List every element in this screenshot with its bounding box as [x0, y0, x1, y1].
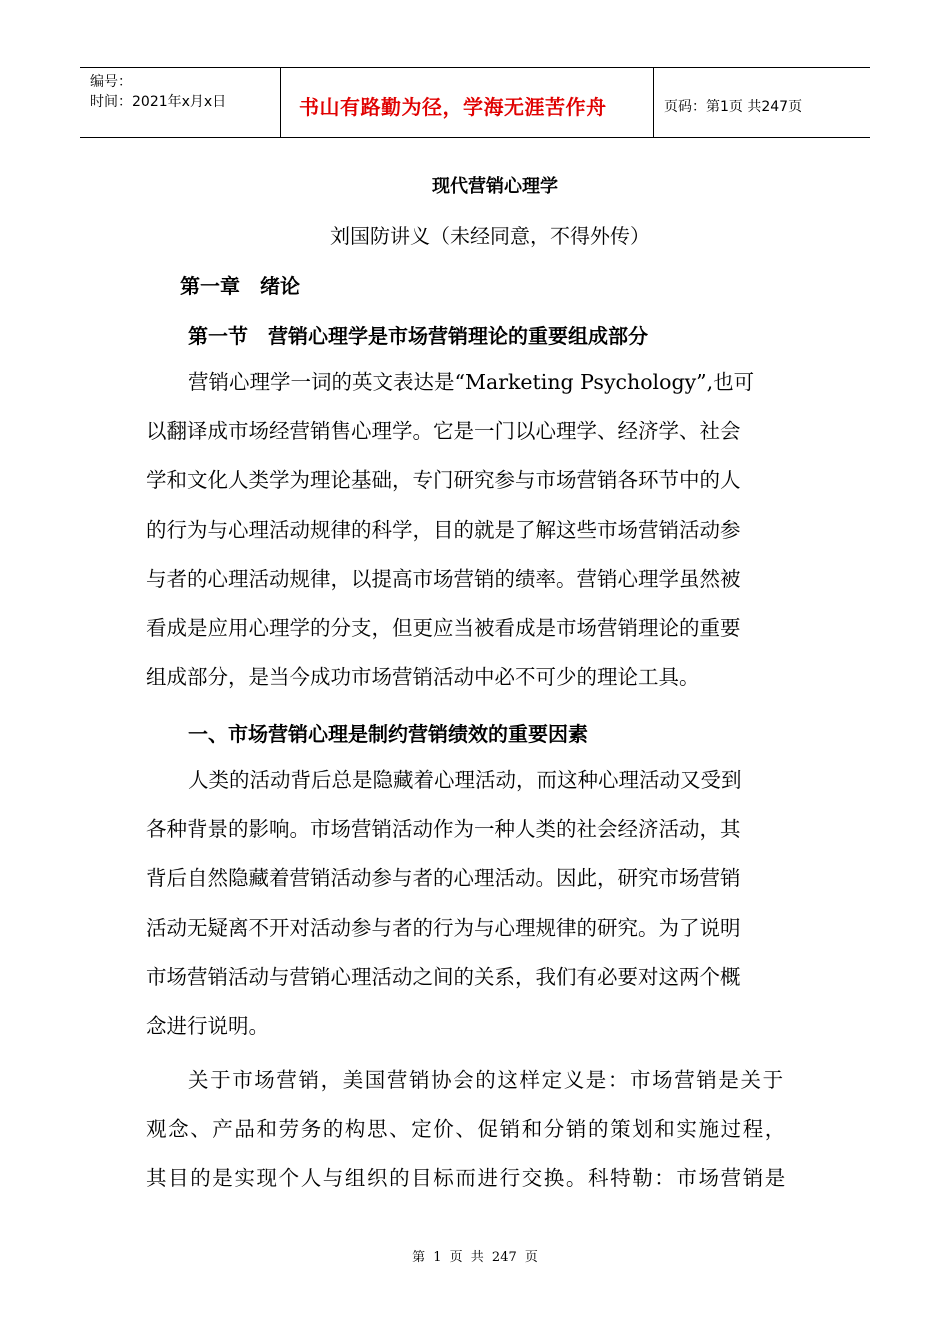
header-table: [80, 67, 870, 138]
paragraph-marketing-definition: [146, 1056, 808, 1204]
paragraph-line: 关于市场营销，美国营销协会的这样定义是：市场营销是关于: [188, 1068, 785, 1092]
page-footer: 第 1 页 共 247 页: [412, 1250, 538, 1265]
chapter-heading: 第一章 绪论: [180, 274, 300, 298]
page-info-cell: [654, 68, 870, 137]
page-info-text: 页码：第1页 共247页: [664, 98, 803, 115]
paragraph-line: 与者的心理活动规律，以提高市场营销的绩率。营销心理学虽然被: [146, 566, 741, 591]
document-subtitle: 刘国防讲义（未经同意，不得外传）: [330, 224, 650, 248]
motto-text: 书山有路勤为径，学海无涯苦作舟: [299, 95, 607, 119]
paragraph-line: 市场营销活动与营销心理活动之间的关系，我们有必要对这两个概: [146, 964, 741, 989]
subheading-1: 一、市场营销心理是制约营销绩效的重要因素: [188, 722, 588, 746]
paragraph-line: 营销心理学一词的英文表达是“Marketing Psychology”,也可: [188, 370, 755, 394]
paragraph-line: 背后自然隐藏着营销活动参与者的心理活动。因此，研究市场营销: [146, 866, 741, 891]
paragraph-psychology: [146, 756, 808, 1051]
paragraph-line: 观念、产品和劳务的构思、定价、促销和分销的策划和实施过程，: [146, 1117, 787, 1142]
paragraph-line: 念进行说明。: [146, 1014, 269, 1039]
paragraph-line: 其目的是实现个人与组织的目标而进行交换。科特勒：市场营销是: [146, 1166, 787, 1191]
paragraph-line: 的行为与心理活动规律的科学，目的就是了解这些市场营销活动参: [146, 517, 741, 542]
motto-cell: [280, 68, 654, 137]
paragraph-definition: [146, 358, 808, 702]
paragraph-line: 以翻译成市场经营销售心理学。它是一门以心理学、经济学、社会: [146, 419, 741, 444]
paragraph-line: 学和文化人类学为理论基础，专门研究参与市场营销各环节中的人: [146, 468, 741, 493]
paragraph-line: 各种背景的影响。市场营销活动作为一种人类的社会经济活动，其: [146, 817, 741, 842]
paragraph-line: 看成是应用心理学的分支，但更应当被看成是市场营销理论的重要: [146, 616, 741, 641]
paragraph-line: 人类的活动背后总是隐藏着心理活动，而这种心理活动又受到: [188, 768, 742, 792]
header-meta-cell: [80, 68, 280, 137]
document-title: 现代营销心理学: [432, 176, 558, 197]
section-heading: 第一节 营销心理学是市场营销理论的重要组成部分: [188, 324, 648, 348]
time-label: 时间：2021年x月x日: [90, 94, 227, 110]
number-label: 编号：: [90, 74, 132, 90]
paragraph-line: 活动无疑离不开对活动参与者的行为与心理规律的研究。为了说明: [146, 915, 741, 940]
paragraph-line: 组成部分，是当今成功市场营销活动中必不可少的理论工具。: [146, 665, 700, 690]
